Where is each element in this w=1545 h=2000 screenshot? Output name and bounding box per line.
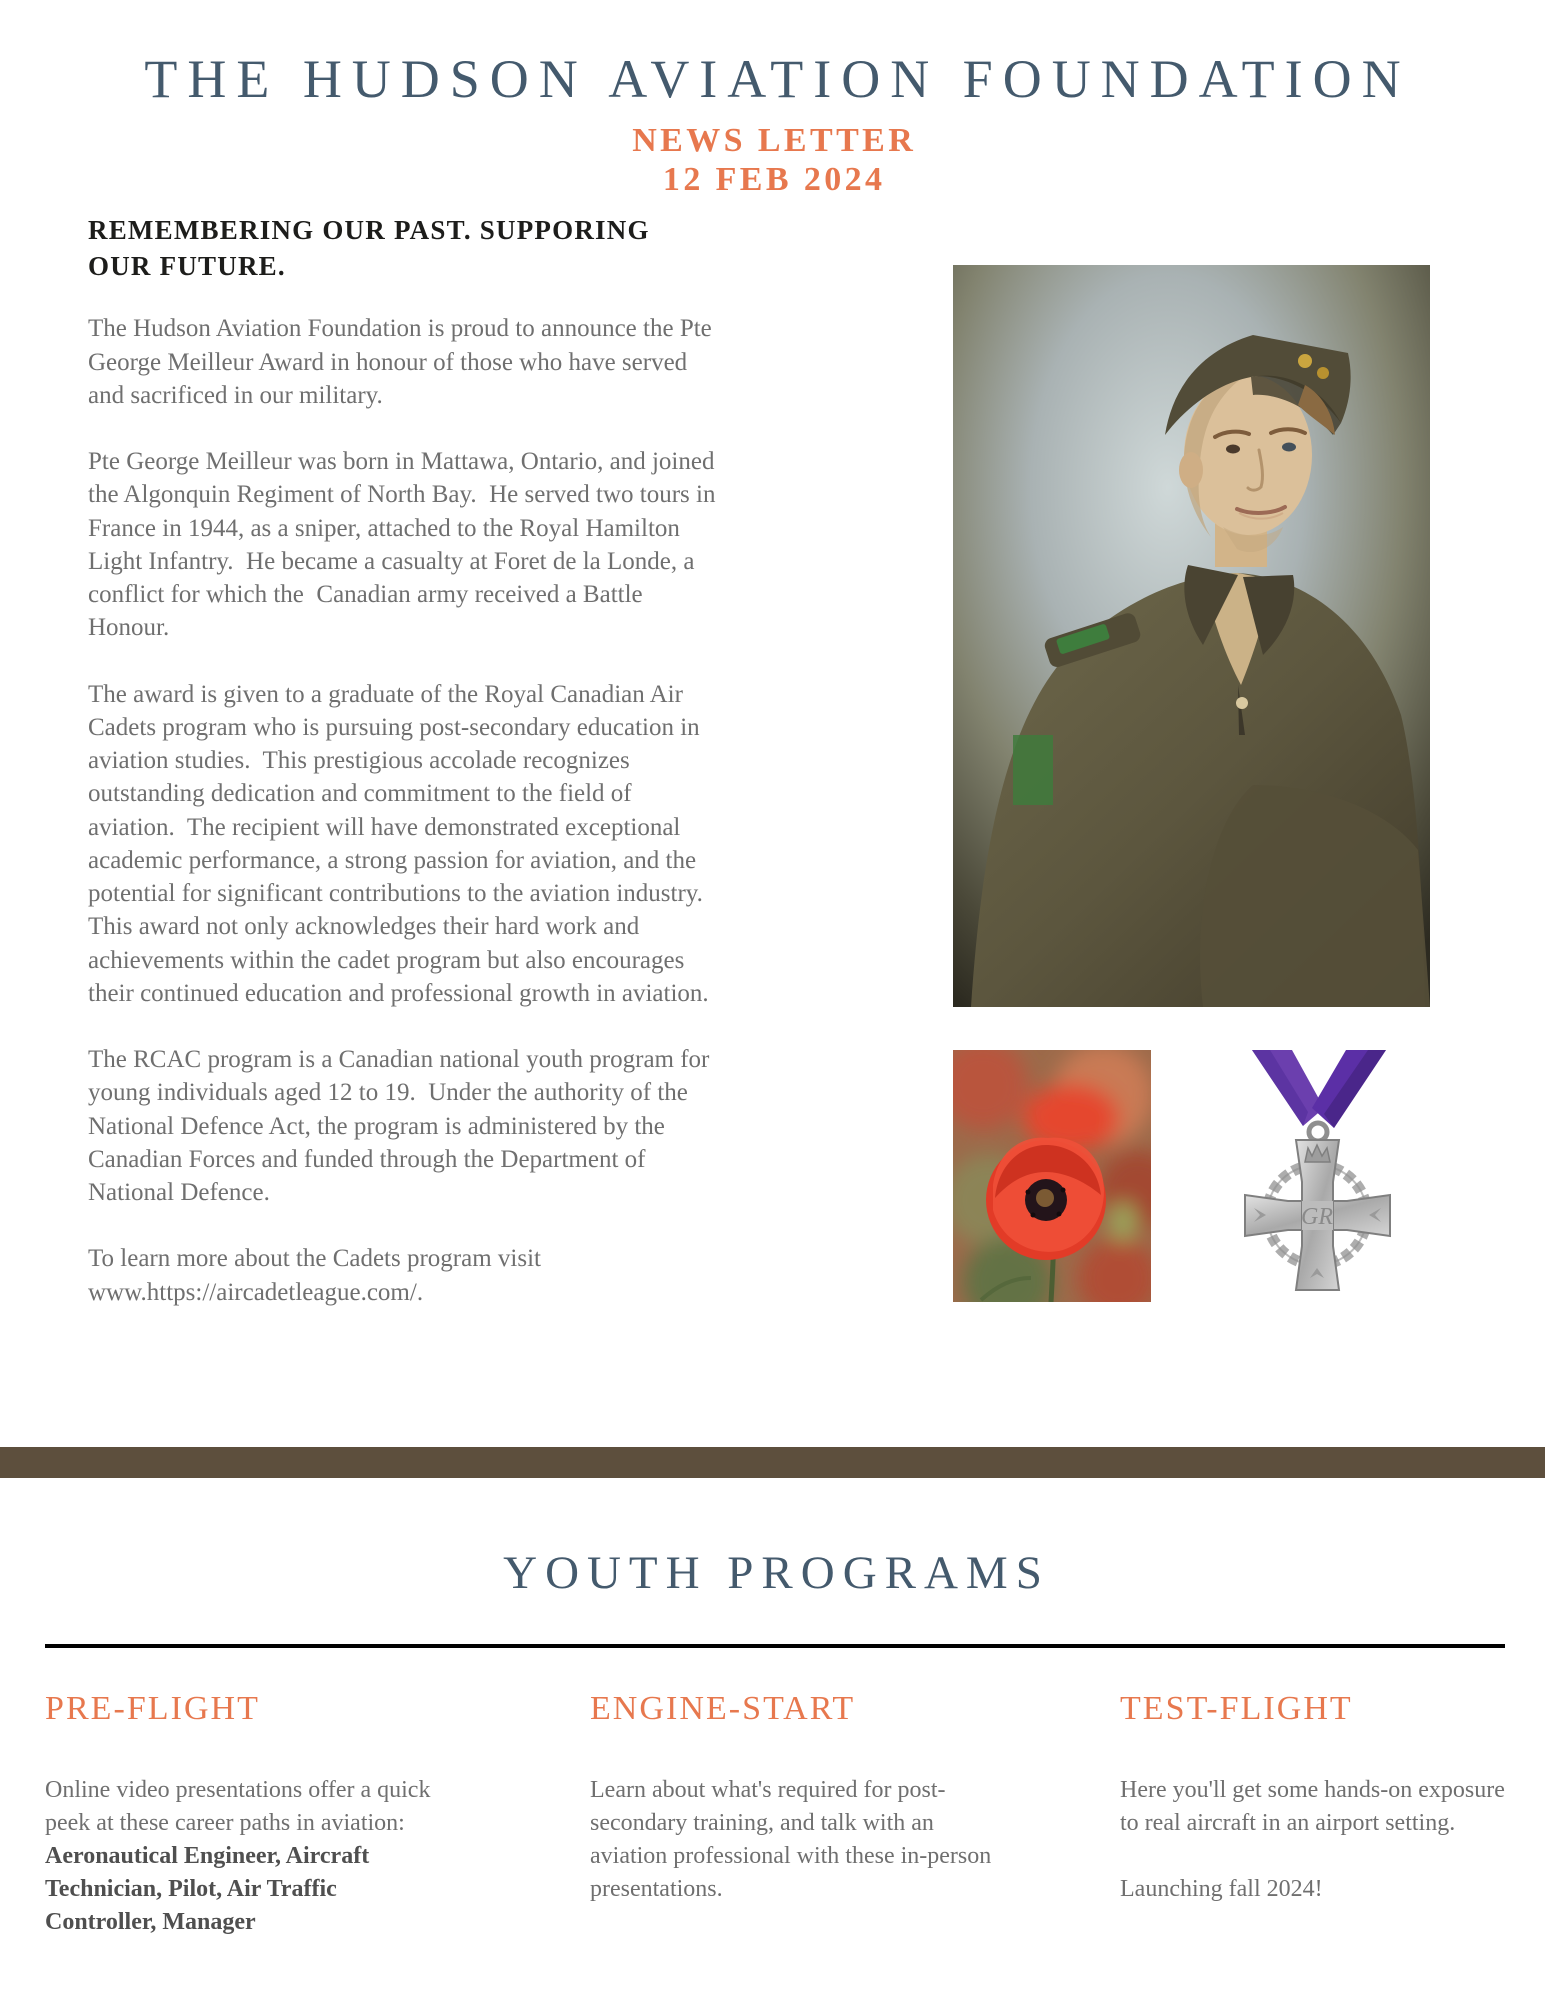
program-career-list: Aeronautical Engineer, Aircraft Technician, Pilot, Air Traffic Controller, Manager: [45, 1843, 370, 1936]
article-paragraph: The Hudson Aviation Foundation is proud to announce the Pte George Meilleur Award in honour of those who have served and sacrificed in our military.: [88, 315, 719, 409]
divider-band: [0, 1447, 1545, 1478]
program-description-text: Online video presentations offer a quick peek at these career paths in aviation:: [45, 1776, 431, 1837]
medal-monogram: GR: [1301, 1204, 1333, 1231]
photo-row: [953, 1050, 1430, 1325]
program-launch-note: Launching fall 2024!: [1120, 1876, 1323, 1903]
program-heading: TEST-FLIGHT: [1120, 1689, 1353, 1727]
program-column-test-flight: [1120, 1690, 1505, 1940]
youth-programs-section: [0, 1546, 1545, 1940]
article-paragraph: Pte George Meilleur was born in Mattawa, Ontario, and joined the Algonquin Regiment of North Bay. He served two tours in France in 1944, as a sniper, attached to the Royal Hamilton Light Infantry. He became a casualty at Foret de la Londe, a conflict for which the Canadian army received a Battle Honour.: [88, 448, 722, 642]
page-title: THE HUDSON AVIATION FOUNDATION: [144, 49, 1411, 109]
article-column: [88, 213, 722, 1342]
main-content: [0, 213, 1545, 1342]
article-paragraph: To learn more about the Cadets program visit www.https://aircadetleague.com/.: [88, 1245, 548, 1306]
youth-programs-title: YOUTH PROGRAMS: [503, 1546, 1050, 1599]
newsletter-subtitle: [0, 122, 1545, 199]
soldier-portrait-photo: [953, 265, 1430, 1007]
horizontal-rule: [45, 1644, 1505, 1648]
program-heading: PRE-FLIGHT: [45, 1689, 260, 1727]
article-paragraph: The award is given to a graduate of the Royal Canadian Air Cadets program who is pursuing post-secondary education in aviation studies. This prestigious accolade recognizes outstanding dedication and commitment to the field of aviation. The recipient will have demonstrated exceptional academic performance, a strong passion for aviation, and the potential for significant contributions to the aviation industry. This award not only acknowledges their hard work and achievements within the cadet program but also encourages their continued education and professional growth in aviation.: [88, 680, 715, 1007]
memorial-cross-photo: [1200, 1050, 1430, 1325]
newsletter-date: 12 FEB 2024: [662, 160, 886, 198]
program-column-pre-flight: [45, 1690, 590, 1940]
article-paragraph: The RCAC program is a Canadian national youth program for young individuals aged 12 to 19. Under the authority of the National Defence Act, the program is administered by the Canadian Forces and funded through the Department of National Defence.: [88, 1046, 716, 1207]
newsletter-header: [0, 0, 1545, 199]
program-columns: [0, 1690, 1545, 1940]
program-heading: ENGINE-START: [590, 1689, 856, 1727]
program-column-engine-start: [590, 1690, 1120, 1940]
program-description: Here you'll get some hands-on exposure to real aircraft in an airport setting.: [1120, 1776, 1505, 1837]
program-description: Learn about what's required for post-secondary training, and talk with an aviation professional with these in-person presentations.: [590, 1776, 992, 1903]
newsletter-label: NEWS LETTER: [632, 122, 917, 160]
program-description: [45, 1774, 440, 1940]
photo-column: [953, 213, 1430, 1325]
poppy-photo: [953, 1050, 1151, 1302]
article-heading: REMEMBERING OUR PAST. SUPPORING OUR FUTURE.: [88, 215, 650, 281]
